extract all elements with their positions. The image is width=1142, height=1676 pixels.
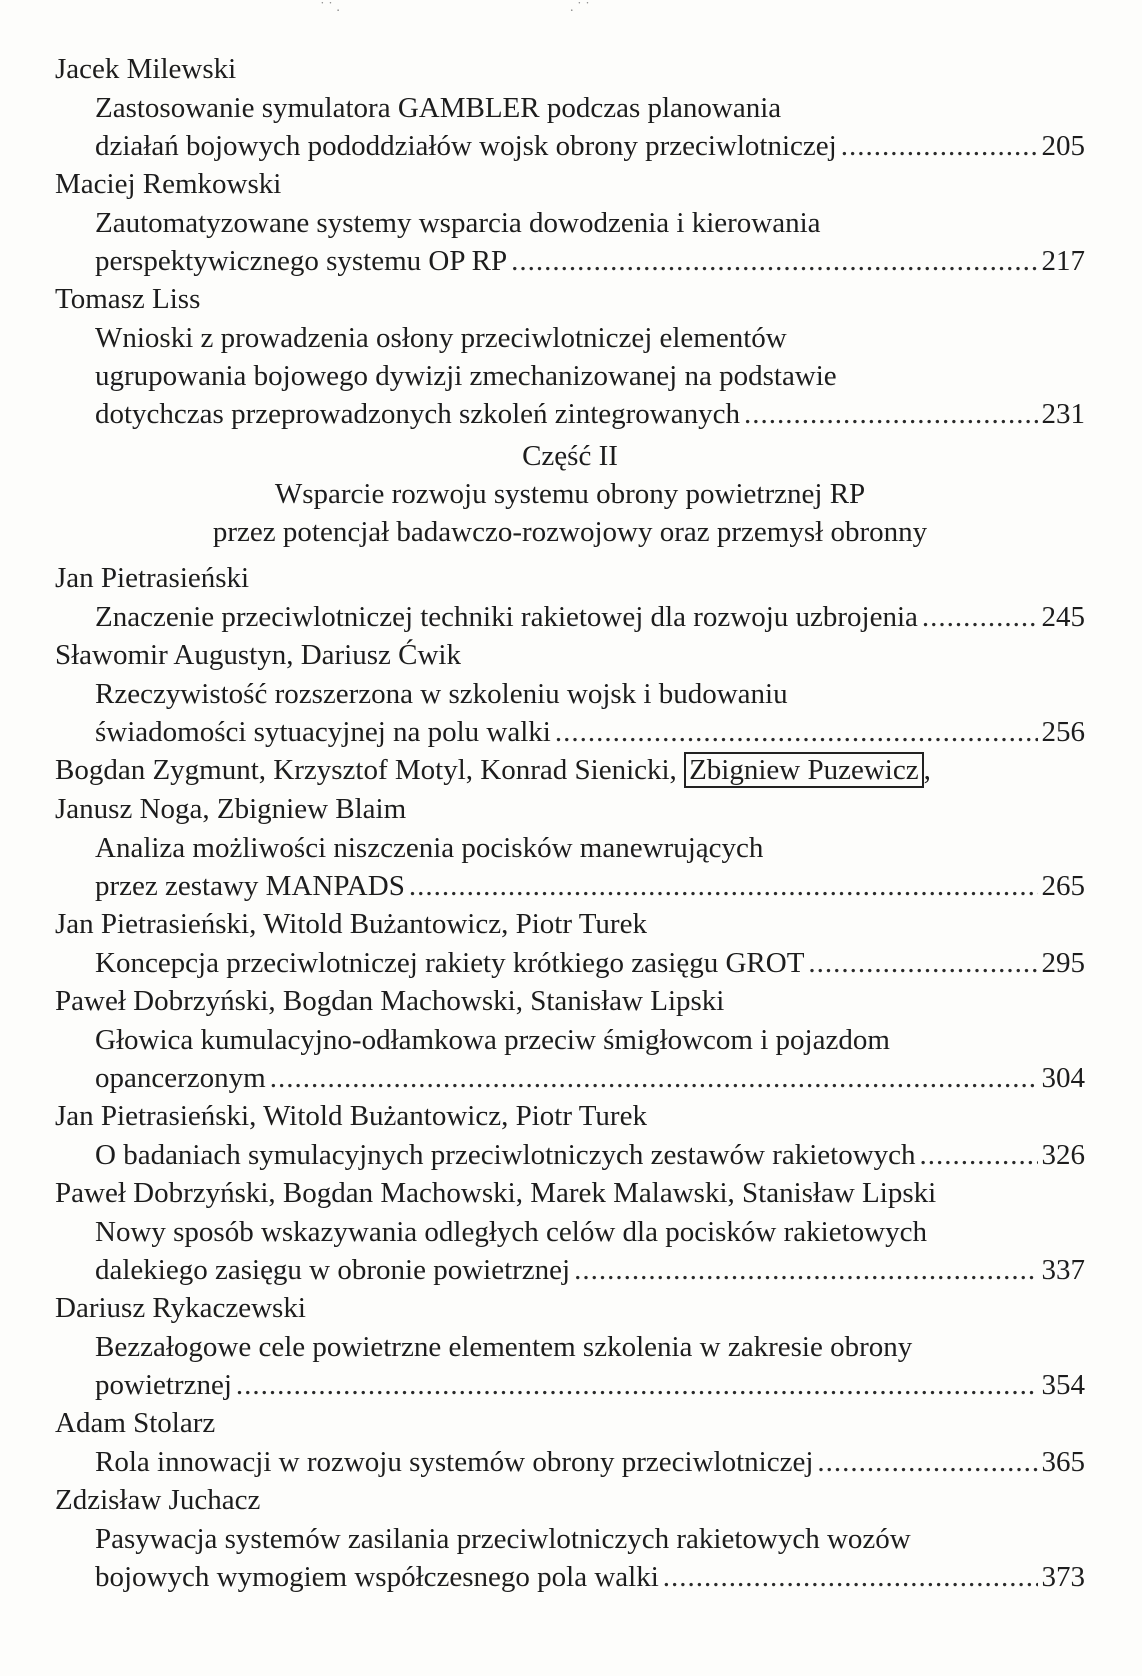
dot-leader <box>808 944 1037 982</box>
entry-authors: Zdzisław Juchacz <box>55 1484 261 1516</box>
entry-authors: Paweł Dobrzyński, Bogdan Machowski, Stanisław Lipski <box>55 985 725 1017</box>
toc-entry <box>55 1404 1085 1481</box>
dot-leader <box>409 867 1038 905</box>
highlighted-author: Zbigniew Puzewicz <box>684 752 924 788</box>
entry-title-text: świadomości sytuacyjnej na polu walki <box>95 716 551 748</box>
entry-authors-continued: Janusz Noga, Zbigniew Blaim <box>55 793 407 825</box>
toc-entry <box>55 559 1085 636</box>
author-names: Bogdan Zygmunt, Krzysztof Motyl, Konrad Sienicki, <box>55 754 685 786</box>
part-title-line: Wsparcie rozwoju systemu obrony powietrznej RP <box>274 478 866 510</box>
entry-title-line: Zautomatyzowane systemy wsparcia dowodzenia i kierowania <box>95 207 821 239</box>
entry-title-last-line <box>55 1059 1085 1097</box>
dot-leader <box>663 1558 1038 1596</box>
entry-title-last-line <box>55 598 1085 636</box>
entry-title-last-line <box>55 944 1085 982</box>
entry-authors: Maciej Remkowski <box>55 168 282 200</box>
dot-leader <box>511 242 1037 280</box>
page-number: 373 <box>1041 1561 1085 1593</box>
table-of-contents <box>55 50 1085 1596</box>
dot-leader <box>817 1443 1037 1481</box>
entry-authors: Tomasz Liss <box>55 283 201 315</box>
toc-entry <box>55 165 1085 280</box>
entry-authors: Jan Pietrasieński <box>55 562 250 594</box>
dot-leader <box>574 1251 1037 1289</box>
entry-authors <box>55 751 1085 790</box>
entry-title-text: opancerzonym <box>95 1062 266 1094</box>
page-number: 217 <box>1041 245 1085 277</box>
dot-leader <box>270 1059 1038 1097</box>
entry-authors: Paweł Dobrzyński, Bogdan Machowski, Marek Malawski, Stanisław Lipski <box>55 1177 937 1209</box>
part-heading: Część II <box>522 440 618 472</box>
page-number: 326 <box>1041 1139 1085 1171</box>
entry-title-text: perspektywicznego systemu OP RP <box>95 245 508 277</box>
toc-entry <box>55 982 1085 1097</box>
toc-entry <box>55 280 1085 433</box>
entry-title-last-line <box>55 395 1085 433</box>
toc-entry <box>55 50 1085 165</box>
page-number: 205 <box>1041 130 1085 162</box>
entry-title-last-line <box>55 1366 1085 1404</box>
page-number: 265 <box>1041 870 1085 902</box>
page-number: 256 <box>1041 716 1085 748</box>
entry-title-text: bojowych wymogiem współczesnego pola walki <box>95 1561 659 1593</box>
page-number: 337 <box>1041 1254 1085 1286</box>
entry-title-line: Nowy sposób wskazywania odległych celów dla pocisków rakietowych <box>95 1216 927 1248</box>
entry-authors: Jan Pietrasieński, Witold Bużantowicz, Piotr Turek <box>55 1100 647 1132</box>
toc-section-part-two-continued <box>55 905 1085 1596</box>
dot-leader <box>920 1136 1038 1174</box>
dot-leader <box>555 713 1038 751</box>
dot-leader <box>744 395 1038 433</box>
entry-authors: Jan Pietrasieński, Witold Bużantowicz, Piotr Turek <box>55 908 647 940</box>
scan-speck: ˙ ˙ . <box>320 0 340 15</box>
entry-title-last-line <box>55 1136 1085 1174</box>
entry-title-line: Bezzałogowe cele powietrzne elementem szkolenia w zakresie obrony <box>95 1331 913 1363</box>
entry-authors: Adam Stolarz <box>55 1407 216 1439</box>
entry-title-text: działań bojowych pododdziałów wojsk obrony przeciwlotniczej <box>95 130 837 162</box>
entry-title-text: powietrznej <box>95 1369 232 1401</box>
toc-entry <box>55 1481 1085 1596</box>
toc-entry <box>55 1289 1085 1404</box>
entry-title-line: Głowica kumulacyjno-odłamkowa przeciw śmigłowcom i pojazdom <box>95 1024 890 1056</box>
entry-title-last-line <box>55 242 1085 280</box>
dot-leader <box>236 1366 1038 1404</box>
entry-title-last-line <box>55 127 1085 165</box>
toc-section-part-two <box>55 559 1085 751</box>
toc-entry <box>55 1097 1085 1174</box>
entry-title-line: Pasywacja systemów zasilania przeciwlotniczych rakietowych wozów <box>95 1523 911 1555</box>
entry-title-text: O badaniach symulacyjnych przeciwlotniczych zestawów rakietowych <box>95 1139 916 1171</box>
entry-title-line: Wnioski z prowadzenia osłony przeciwlotniczej elementów <box>95 322 787 354</box>
toc-entry <box>55 905 1085 982</box>
entry-title-text: dotychczas przeprowadzonych szkoleń zintegrowanych <box>95 398 740 430</box>
entry-title-line: Analiza możliwości niszczenia pocisków manewrujących <box>95 832 764 864</box>
entry-title-last-line <box>55 1558 1085 1596</box>
page-number: 231 <box>1041 398 1085 430</box>
entry-title-line: ugrupowania bojowego dywizji zmechanizowanej na podstawie <box>95 360 837 392</box>
toc-entry <box>55 751 1085 905</box>
entry-title-last-line <box>55 1443 1085 1481</box>
scan-speck: . ˙ ˙ <box>570 0 590 15</box>
page-number: 354 <box>1041 1369 1085 1401</box>
entry-title-text: Znaczenie przeciwlotniczej techniki rakietowej dla rozwoju uzbrojenia <box>95 601 918 633</box>
toc-entry <box>55 1174 1085 1289</box>
page-number: 365 <box>1041 1446 1085 1478</box>
toc-section-part-one <box>55 50 1085 433</box>
entry-title-line: Zastosowanie symulatora GAMBLER podczas planowania <box>95 92 782 124</box>
entry-authors: Sławomir Augustyn, Dariusz Ćwik <box>55 639 461 671</box>
entry-title-text: Koncepcja przeciwlotniczej rakiety krótkiego zasięgu GROT <box>95 947 805 979</box>
entry-title-line: Rzeczywistość rozszerzona w szkoleniu wojsk i budowaniu <box>95 678 788 710</box>
page-number: 245 <box>1041 601 1085 633</box>
dot-leader <box>922 598 1038 636</box>
entry-title-last-line <box>55 713 1085 751</box>
entry-title-text: Rola innowacji w rozwoju systemów obrony przeciwlotniczej <box>95 1446 814 1478</box>
entry-title-last-line <box>55 867 1085 905</box>
entry-title-last-line <box>55 1251 1085 1289</box>
part-title-line: przez potencjał badawczo-rozwojowy oraz przemysł obronny <box>212 516 928 548</box>
entry-authors: Dariusz Rykaczewski <box>55 1292 306 1324</box>
dot-leader <box>841 127 1038 165</box>
entry-authors: Jacek Milewski <box>55 53 237 85</box>
page-number: 295 <box>1041 947 1085 979</box>
page-number: 304 <box>1041 1062 1085 1094</box>
entry-title-text: przez zestawy MANPADS <box>95 870 405 902</box>
entry-title-text: dalekiego zasięgu w obronie powietrznej <box>95 1254 571 1286</box>
toc-entry <box>55 636 1085 751</box>
author-separator: , <box>923 754 931 786</box>
